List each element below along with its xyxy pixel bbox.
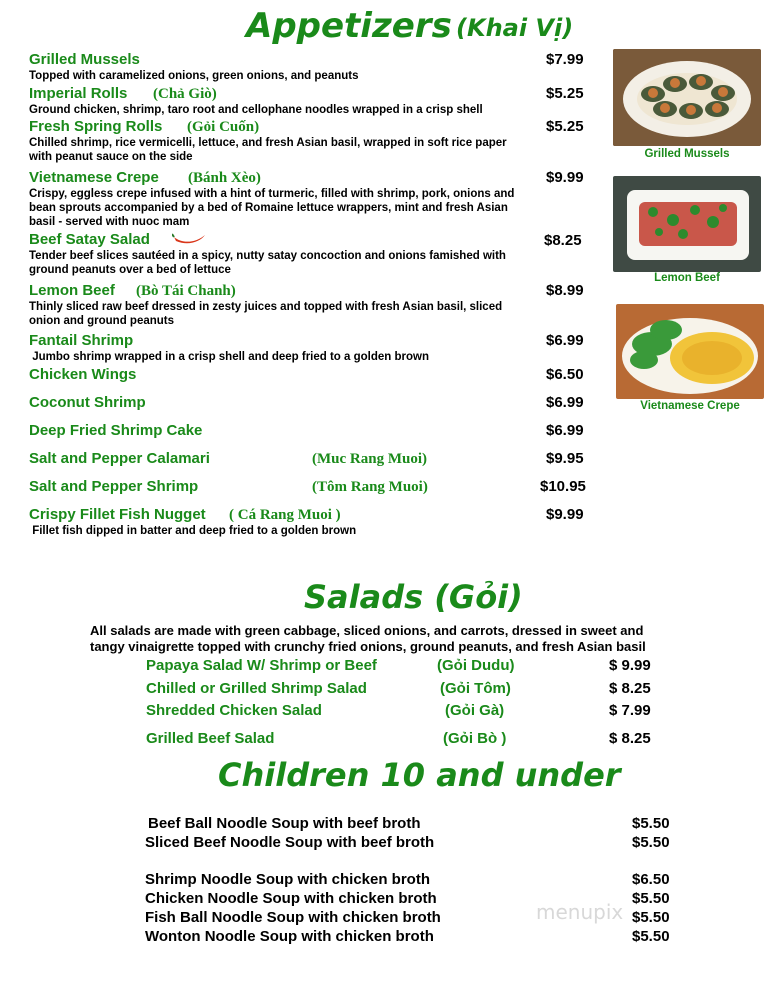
item-price: $9.95 xyxy=(546,450,584,467)
children-title: Children 10 and under xyxy=(218,756,621,794)
salad-price: $ 7.99 xyxy=(609,702,651,719)
item-price: $10.95 xyxy=(540,478,586,495)
item-name: Fresh Spring Rolls xyxy=(29,118,163,135)
salad-price: $ 9.99 xyxy=(609,657,651,674)
item-viet: (Bò Tái Chanh) xyxy=(136,283,236,299)
item-viet: (Tôm Rang Muoi) xyxy=(312,479,428,495)
item-name: Lemon Beef xyxy=(29,282,115,299)
item-name: Chicken Wings xyxy=(29,366,137,383)
item-price: $6.99 xyxy=(546,394,584,411)
salad-name: Papaya Salad W/ Shrimp or Beef xyxy=(146,657,377,674)
photo-caption: Vietnamese Crepe xyxy=(640,400,740,412)
grilled-mussels-photo xyxy=(613,49,761,146)
appetizers-subtitle: (Khai Vị) xyxy=(456,14,574,42)
kid-item-name: Fish Ball Noodle Soup with chicken broth xyxy=(145,909,441,926)
kid-item-price: $6.50 xyxy=(632,871,670,888)
item-price: $6.50 xyxy=(546,366,584,383)
salad-viet: (Gỏi Gà) xyxy=(445,702,505,719)
salad-price: $ 8.25 xyxy=(609,680,651,697)
salads-title: Salads (Gỏi) xyxy=(304,578,523,616)
photo-caption: Grilled Mussels xyxy=(644,148,730,160)
kid-item-price: $5.50 xyxy=(632,815,670,832)
salad-viet: (Gỏi Bò ) xyxy=(443,730,507,747)
salads-intro: All salads are made with green cabbage, sliced onions, and carrots, dressed in sweet and xyxy=(90,623,644,638)
salad-viet: (Gỏi Dudu) xyxy=(437,657,515,674)
item-desc: Jumbo shrimp wrapped in a crisp shell and deep fried to a golden brown xyxy=(29,351,430,363)
item-viet: (Chả Giò) xyxy=(153,86,217,102)
item-name: Salt and Pepper Calamari xyxy=(29,450,210,467)
item-viet: (Muc Rang Muoi) xyxy=(312,451,427,467)
item-desc: Chilled shrimp, rice vermicelli, lettuce, and fresh Asian basil, wrapped in soft rice paper with peanut sauce on the side xyxy=(29,137,507,163)
item-price: $5.25 xyxy=(546,118,584,135)
item-price: $9.99 xyxy=(546,506,584,523)
item-price: $8.99 xyxy=(546,282,584,299)
vietnamese-crepe-photo xyxy=(616,304,764,399)
kid-item-price: $5.50 xyxy=(632,928,670,945)
photo-caption: Lemon Beef xyxy=(654,272,720,284)
item-name: Crispy Fillet Fish Nugget xyxy=(29,506,206,523)
item-viet: ( Cá Rang Muoi ) xyxy=(229,507,341,523)
kid-item-name: Sliced Beef Noodle Soup with beef broth xyxy=(145,834,435,851)
item-desc: Topped with caramelized onions, green onions, and peanuts xyxy=(29,70,359,82)
item-desc: Tender beef slices sautéed in a spicy, nutty satay concoction and onions famished with ground peanuts over a bed of lettuce xyxy=(29,250,506,276)
item-price: $8.25 xyxy=(544,232,582,249)
item-name: Deep Fried Shrimp Cake xyxy=(29,422,203,439)
kid-item-price: $5.50 xyxy=(632,834,670,851)
item-price: $5.25 xyxy=(546,85,584,102)
salad-price: $ 8.25 xyxy=(609,730,651,747)
item-price: $6.99 xyxy=(546,422,584,439)
salad-viet: (Gỏi Tôm) xyxy=(440,680,511,697)
item-desc: Ground chicken, shrimp, taro root and cellophane noodles wrapped in a crisp shell xyxy=(29,104,483,116)
item-price: $9.99 xyxy=(546,169,584,186)
item-name: Imperial Rolls xyxy=(29,85,128,102)
item-name: Grilled Mussels xyxy=(29,51,140,68)
item-desc: Crispy, eggless crepe infused with a hint of turmeric, filled with shrimp, pork, onions and bean sprouts accompanied by a bed of Romaine lettuce wrappers, mint and fresh Asian basil - served with nuoc mam xyxy=(29,188,515,228)
kid-item-name: Beef Ball Noodle Soup with beef broth xyxy=(148,815,421,832)
item-viet: (Gỏi Cuốn) xyxy=(187,119,260,135)
chili-pepper-icon xyxy=(172,232,206,246)
item-name: Coconut Shrimp xyxy=(29,394,146,411)
kid-item-name: Wonton Noodle Soup with chicken broth xyxy=(145,928,434,945)
salad-name: Chilled or Grilled Shrimp Salad xyxy=(146,680,367,697)
watermark: menupix xyxy=(536,900,624,924)
item-desc: Fillet fish dipped in batter and deep fried to a golden brown xyxy=(29,525,357,537)
salads-intro: tangy vinaigrette topped with crunchy fried onions, ground peanuts, and fresh Asian basil xyxy=(90,639,646,654)
appetizers-title: Appetizers xyxy=(246,6,452,46)
item-name: Vietnamese Crepe xyxy=(29,169,159,186)
item-name: Fantail Shrimp xyxy=(29,332,134,349)
item-viet: (Bánh Xèo) xyxy=(188,170,261,186)
item-price: $6.99 xyxy=(546,332,584,349)
item-price: $7.99 xyxy=(546,51,584,68)
item-desc: Thinly sliced raw beef dressed in zesty juices and topped with fresh Asian basil, sliced onion and ground peanuts xyxy=(29,301,503,327)
kid-item-name: Chicken Noodle Soup with chicken broth xyxy=(145,890,437,907)
kid-item-name: Shrimp Noodle Soup with chicken broth xyxy=(145,871,431,888)
item-name: Beef Satay Salad xyxy=(29,231,150,248)
lemon-beef-photo xyxy=(613,176,761,272)
salad-name: Shredded Chicken Salad xyxy=(146,702,322,719)
item-name: Salt and Pepper Shrimp xyxy=(29,478,199,495)
kid-item-price: $5.50 xyxy=(632,890,670,907)
salad-name: Grilled Beef Salad xyxy=(146,730,275,747)
kid-item-price: $5.50 xyxy=(632,909,670,926)
